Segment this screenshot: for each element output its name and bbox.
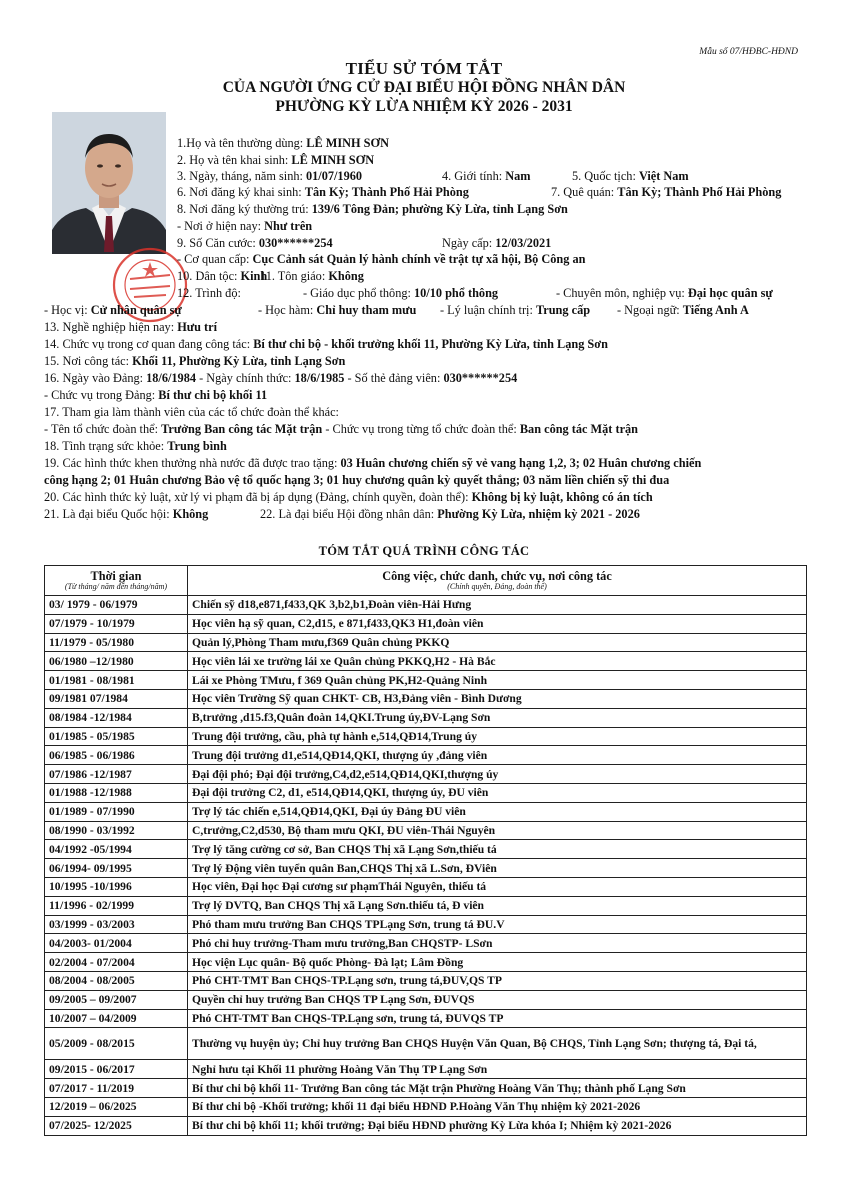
- table-row: [45, 915, 807, 934]
- job-cell: Bí thư chi bộ -Khối trưởng; khối 11 đại biểu HĐND P.Hoàng Văn Thụ nhiệm kỳ 2021-2026: [188, 1097, 807, 1116]
- job-cell: Phó tham mưu trưởng Ban CHQS TPLạng Sơn, trung tá ĐU.V: [188, 915, 807, 934]
- job-cell: Đại đội trưởng C2, d1, e514,QĐ14,QKI, thượng úy, ĐU viên: [188, 783, 807, 802]
- field-value: Tân Kỳ; Thành Phố Hải Phòng: [617, 185, 782, 199]
- period-cell: 06/1985 - 06/1986: [45, 746, 188, 765]
- period-cell: 08/2004 - 08/2005: [45, 971, 188, 990]
- field-value: 01/07/1960: [306, 169, 363, 183]
- info-line-21: [44, 507, 208, 522]
- job-cell: Trợ lý Động viên tuyển quân Ban,CHQS Thị xã L.Sơn, ĐViên: [188, 859, 807, 878]
- table-row: [45, 859, 807, 878]
- field-value: Không: [328, 269, 364, 283]
- field-label: - Nơi ở hiện nay:: [177, 219, 265, 233]
- info-line-12c: [44, 303, 182, 318]
- field-value: 18/6/1984: [146, 371, 196, 385]
- job-cell: Học viên, Đại học Đại cương sư phạmThái Nguyên, thiếu tá: [188, 877, 807, 896]
- table-row: [45, 990, 807, 1009]
- table-row: [45, 840, 807, 859]
- info-line-13: [44, 320, 217, 335]
- job-header-note: (Chính quyền, Đảng, đoàn thể): [447, 582, 547, 591]
- info-line-16: [44, 371, 517, 386]
- field-value: Cử nhân quân sự: [90, 303, 182, 317]
- period-cell: 06/1994- 09/1995: [45, 859, 188, 878]
- info-line-19: [44, 456, 701, 471]
- table-row: [45, 765, 807, 784]
- table-row: [45, 934, 807, 953]
- table-row: [45, 633, 807, 652]
- info-line-18: [44, 439, 227, 454]
- period-column-header: [45, 566, 188, 596]
- table-row: [45, 1116, 807, 1135]
- period-cell: 09/2005 – 09/2007: [45, 990, 188, 1009]
- info-line-12e: [440, 303, 590, 318]
- period-cell: 11/1996 - 02/1999: [45, 896, 188, 915]
- field-label: - Giáo dục phổ thông:: [303, 286, 414, 300]
- info-line-17a: [44, 422, 638, 437]
- job-cell: Trợ lý tăng cường cơ sở, Ban CHQS Thị xã Lạng Sơn,thiếu tá: [188, 840, 807, 859]
- job-cell: Bí thư chi bộ khối 11- Trưởng Ban công tác Mặt trận Phường Hoàng Văn Thụ; thành phố Lạng Sơn: [188, 1079, 807, 1098]
- job-cell: Chiến sỹ d18,e871,f433,QK 3,b2,b1,Đoàn viên-Hải Hưng: [188, 596, 807, 615]
- period-cell: 09/2015 - 06/2017: [45, 1060, 188, 1079]
- job-header-label: Công việc, chức danh, chức vụ, nơi công tác: [382, 569, 612, 583]
- field-label: - Ngoại ngữ:: [617, 303, 683, 317]
- period-cell: 10/2007 – 04/2009: [45, 1009, 188, 1028]
- field-value: Chỉ huy tham mưu: [316, 303, 417, 317]
- info-line-17: [44, 405, 339, 420]
- field-label: 5. Quốc tịch:: [572, 169, 639, 183]
- field-value: 030******254: [258, 236, 333, 250]
- document-subtitle-2: PHƯỜNG KỲ LỪA NHIỆM KỲ 2026 - 2031: [275, 98, 573, 115]
- field-label: - Ngày chính thức:: [196, 371, 295, 385]
- info-line-15: [44, 354, 345, 369]
- field-value: Bí thư chi bộ - khối trưởng khối 11, Phường Kỳ Lừa, tỉnh Lạng Sơn: [253, 337, 608, 351]
- job-cell: Trợ lý DVTQ, Ban CHQS Thị xã Lạng Sơn.thiếu tá, Đ viên: [188, 896, 807, 915]
- field-label: 7. Quê quán:: [551, 185, 618, 199]
- period-cell: 11/1979 - 05/1980: [45, 633, 188, 652]
- field-value: Khối 11, Phường Kỳ Lừa, tỉnh Lạng Sơn: [132, 354, 346, 368]
- field-value: 139/6 Tông Đản; phường Kỳ Lừa, tỉnh Lạng Sơn: [311, 202, 568, 216]
- field-label: 12. Trình độ:: [177, 286, 241, 300]
- field-label: 14. Chức vụ trong cơ quan đang công tác:: [44, 337, 254, 351]
- job-cell: Thường vụ huyện ủy; Chỉ huy trưởng Ban CHQS Huyện Văn Quan, Bộ CHQS, Tỉnh Lạng Sơn; thượng tá, Đại tá,: [188, 1028, 807, 1060]
- table-row: [45, 689, 807, 708]
- period-header-note: (Từ tháng/ năm đến tháng/năm): [64, 582, 168, 591]
- job-cell: Học viện Lục quân- Bộ quốc Phòng- Đà lạt; Lâm Đồng: [188, 953, 807, 972]
- field-value: Đại học quân sự: [687, 286, 773, 300]
- field-value: 18/6/1985: [294, 371, 345, 385]
- info-line-12f: [617, 303, 749, 318]
- info-line-16d: [44, 388, 267, 403]
- field-value: 10/10 phổ thông: [414, 286, 499, 300]
- field-label: - Chức vụ trong từng tổ chức đoàn thể:: [322, 422, 520, 436]
- info-line-20: [44, 490, 653, 505]
- period-cell: 01/1985 - 05/1985: [45, 727, 188, 746]
- field-value: Kinh: [240, 269, 268, 283]
- field-label: - Tên tổ chức đoàn thể:: [44, 422, 162, 436]
- info-line-9-date: [442, 236, 551, 251]
- period-cell: 07/1979 - 10/1979: [45, 614, 188, 633]
- table-row: [45, 953, 807, 972]
- info-line-12a: [303, 286, 498, 301]
- period-cell: 01/1981 - 08/1981: [45, 671, 188, 690]
- field-label: 13. Nghề nghiệp hiện nay:: [44, 320, 178, 334]
- job-cell: Phó CHT-TMT Ban CHQS-TP.Lạng sơn, trung tá, ĐUVQS TP: [188, 1009, 807, 1028]
- job-cell: Nghỉ hưu tại Khối 11 phường Hoàng Văn Thụ TP Lạng Sơn: [188, 1060, 807, 1079]
- portrait-photo: [52, 112, 166, 254]
- period-cell: 09/1981 07/1984: [45, 689, 188, 708]
- info-line-19-cont: [44, 473, 669, 488]
- field-label: 10. Dân tộc:: [177, 269, 241, 283]
- field-label: 9. Số Căn cước:: [177, 236, 259, 250]
- field-value: Trung cấp: [535, 303, 591, 317]
- field-label: - Chuyên môn, nghiệp vụ:: [556, 286, 688, 300]
- table-row: [45, 727, 807, 746]
- info-line-12d: [258, 303, 416, 318]
- job-cell: Trợ lý tác chiến e,514,QĐ14,QKI, Đại úy Đảng ĐU viên: [188, 802, 807, 821]
- field-label: 6. Nơi đăng ký khai sinh:: [177, 185, 305, 199]
- field-label: 18. Tình trạng sức khỏe:: [44, 439, 168, 453]
- field-value: Ban công tác Mặt trận: [519, 422, 639, 436]
- period-cell: 12/2019 – 06/2025: [45, 1097, 188, 1116]
- field-label: 15. Nơi công tác:: [44, 354, 133, 368]
- table-row: [45, 596, 807, 615]
- field-value: Cục Cảnh sát Quản lý hành chính về trật tự xã hội, Bộ Công an: [252, 252, 586, 266]
- field-value: Không bị kỷ luật, không có án tích: [471, 490, 653, 504]
- table-row: [45, 1097, 807, 1116]
- field-value: LÊ MINH SƠN: [291, 153, 375, 167]
- info-line-22: [260, 507, 640, 522]
- field-label: 4. Giới tính:: [442, 169, 506, 183]
- job-column-header: [188, 566, 807, 596]
- job-cell: Bí thư chi bộ khối 11; khối trưởng; Đại biểu HĐND phường Kỳ Lừa khóa I; Nhiệm kỳ 2021-2026: [188, 1116, 807, 1135]
- table-row: [45, 746, 807, 765]
- period-cell: 03/ 1979 - 06/1979: [45, 596, 188, 615]
- job-cell: Quản lý,Phòng Tham mưu,f369 Quân chủng PKKQ: [188, 633, 807, 652]
- job-cell: Quyền chỉ huy trưởng Ban CHQS TP Lạng Sơn, ĐUVQS: [188, 990, 807, 1009]
- field-label: 3. Ngày, tháng, năm sinh:: [177, 169, 306, 183]
- field-value: LÊ MINH SƠN: [306, 136, 389, 150]
- work-history-body: [45, 596, 807, 1136]
- field-value: Tân Kỳ; Thành Phố Hải Phòng: [304, 185, 469, 199]
- period-cell: 08/1990 - 03/1992: [45, 821, 188, 840]
- info-line-5: [572, 169, 689, 184]
- period-cell: 10/1995 -10/1996: [45, 877, 188, 896]
- field-value: Trung bình: [167, 439, 227, 453]
- field-label: 22. Là đại biểu Hội đồng nhân dân:: [260, 507, 438, 521]
- field-label: 19. Các hình thức khen thưởng nhà nước đã được trao tặng:: [44, 456, 341, 470]
- field-value: 03 Huân chương chiến sỹ vẻ vang hạng 1,2, 3; 02 Huân chương chiến: [340, 456, 702, 470]
- period-cell: 07/2017 - 11/2019: [45, 1079, 188, 1098]
- table-row: [45, 896, 807, 915]
- info-line-2: [177, 153, 374, 168]
- info-line-11: [260, 269, 364, 284]
- table-row: [45, 671, 807, 690]
- info-line-4: [442, 169, 531, 184]
- info-line-6: [177, 185, 469, 200]
- info-line-7: [551, 185, 781, 200]
- field-label: Ngày cấp:: [442, 236, 496, 250]
- field-label: - Lý luận chính trị:: [440, 303, 536, 317]
- field-label: 2. Họ và tên khai sinh:: [177, 153, 292, 167]
- form-number: Mẫu số 07/HĐBC-HĐND: [699, 47, 798, 57]
- field-value: Hưu trí: [177, 320, 218, 334]
- job-cell: Học viên Trường Sỹ quan CHKT- CB, H3,Đảng viên - Bình Dương: [188, 689, 807, 708]
- job-cell: Phó CHT-TMT Ban CHQS-TP.Lạng sơn, trung tá,ĐUV,QS TP: [188, 971, 807, 990]
- field-value: Nam: [505, 169, 531, 183]
- table-row: [45, 1079, 807, 1098]
- field-value: Như trên: [264, 219, 313, 233]
- job-cell: Lái xe Phòng TMưu, f 369 Quân chủng PK,H2-Quảng Ninh: [188, 671, 807, 690]
- job-cell: Trung đội trưởng d1,e514,QĐ14,QKI, thượng úy ,đảng viên: [188, 746, 807, 765]
- info-line-12: [177, 286, 241, 301]
- job-cell: Trung đội trưởng, cầu, phà tự hành e,514,QĐ14,Trung úy: [188, 727, 807, 746]
- period-cell: 07/2025- 12/2025: [45, 1116, 188, 1135]
- table-row: [45, 877, 807, 896]
- field-value: Trưởng Ban công tác Mặt trận: [161, 422, 323, 436]
- period-cell: 07/1986 -12/1987: [45, 765, 188, 784]
- field-label: - Cơ quan cấp:: [177, 252, 253, 266]
- field-label: - Số thẻ đảng viên:: [344, 371, 444, 385]
- table-header-row: [45, 566, 807, 596]
- period-header-label: Thời gian: [90, 569, 142, 583]
- info-line-8: [177, 202, 568, 217]
- job-cell: Phó chỉ huy trưởng-Tham mưu trưởng,Ban CHQSTP- LSơn: [188, 934, 807, 953]
- field-label: 21. Là đại biểu Quốc hội:: [44, 507, 173, 521]
- info-line-1: [177, 136, 389, 151]
- table-row: [45, 614, 807, 633]
- document-subtitle-1: CỦA NGƯỜI ỨNG CỬ ĐẠI BIỂU HỘI ĐỒNG NHÂN DÂN: [222, 79, 626, 96]
- field-value: Phường Kỳ Lừa, nhiệm kỳ 2021 - 2026: [437, 507, 640, 521]
- info-line-14: [44, 337, 608, 352]
- field-label: 8. Nơi đăng ký thường trú:: [177, 202, 312, 216]
- field-label: - Học vị:: [44, 303, 91, 317]
- period-cell: 04/2003- 01/2004: [45, 934, 188, 953]
- work-history-table: [44, 565, 807, 1136]
- job-cell: Học viên lái xe trường lái xe Quân chủng PKKQ,H2 - Hà Bắc: [188, 652, 807, 671]
- field-label: 17. Tham gia làm thành viên của các tổ chức đoàn thể khác:: [44, 405, 339, 419]
- field-label: - Chức vụ trong Đảng:: [44, 388, 159, 402]
- table-row: [45, 971, 807, 990]
- table-row: [45, 708, 807, 727]
- field-label: 20. Các hình thức kỷ luật, xử lý vi phạm đã bị áp dụng (Đảng, chính quyền, đoàn thể):: [44, 490, 472, 504]
- job-cell: C,trưởng,C2,d530, Bộ tham mưu QKI, ĐU viên-Thái Nguyên: [188, 821, 807, 840]
- info-line-9b: [177, 252, 585, 267]
- field-value: 12/03/2021: [495, 236, 552, 250]
- field-value: 030******254: [443, 371, 518, 385]
- info-line-12b: [556, 286, 773, 301]
- field-value: Tiếng Anh A: [682, 303, 749, 317]
- table-row: [45, 802, 807, 821]
- period-cell: 05/2009 - 08/2015: [45, 1028, 188, 1060]
- info-line-3: [177, 169, 362, 184]
- field-label: 11. Tôn giáo:: [260, 269, 329, 283]
- field-value: Việt Nam: [638, 169, 689, 183]
- document-title: TIỂU SỬ TÓM TẮT: [345, 59, 503, 78]
- info-line-9: [177, 236, 333, 251]
- field-label: 1.Họ và tên thường dùng:: [177, 136, 307, 150]
- field-value: công hạng 2; 01 Huân chương Bảo vệ tổ quốc hạng 3; 01 huy chương quân kỳ quyết thắng; 03 năm liền chiến sỹ thi đua: [44, 473, 670, 487]
- job-cell: B,trưởng ,d15.f3,Quân đoàn 14,QKI.Trung úy,ĐV-Lạng Sơn: [188, 708, 807, 727]
- field-label: 16. Ngày vào Đảng:: [44, 371, 147, 385]
- field-value: Không: [172, 507, 209, 521]
- work-history-title: TÓM TẮT QUÁ TRÌNH CÔNG TÁC: [318, 544, 530, 558]
- period-cell: 02/2004 - 07/2004: [45, 953, 188, 972]
- table-row: [45, 1028, 807, 1060]
- period-cell: 04/1992 -05/1994: [45, 840, 188, 859]
- table-row: [45, 652, 807, 671]
- field-value: Bí thư chi bộ khối 11: [158, 388, 268, 402]
- period-cell: 06/1980 –12/1980: [45, 652, 188, 671]
- period-cell: 01/1989 - 07/1990: [45, 802, 188, 821]
- table-row: [45, 783, 807, 802]
- period-cell: 08/1984 -12/1984: [45, 708, 188, 727]
- table-row: [45, 1060, 807, 1079]
- period-cell: 03/1999 - 03/2003: [45, 915, 188, 934]
- field-label: - Học hàm:: [258, 303, 317, 317]
- info-line-8b: [177, 219, 312, 234]
- job-cell: Đại đội phó; Đại đội trưởng,C4,d2,e514,QĐ14,QKI,thượng úy: [188, 765, 807, 784]
- table-row: [45, 821, 807, 840]
- period-cell: 01/1988 -12/1988: [45, 783, 188, 802]
- job-cell: Học viên hạ sỹ quan, C2,d15, e 871,f433,QK3 H1,đoàn viên: [188, 614, 807, 633]
- info-line-10: [177, 269, 267, 284]
- table-row: [45, 1009, 807, 1028]
